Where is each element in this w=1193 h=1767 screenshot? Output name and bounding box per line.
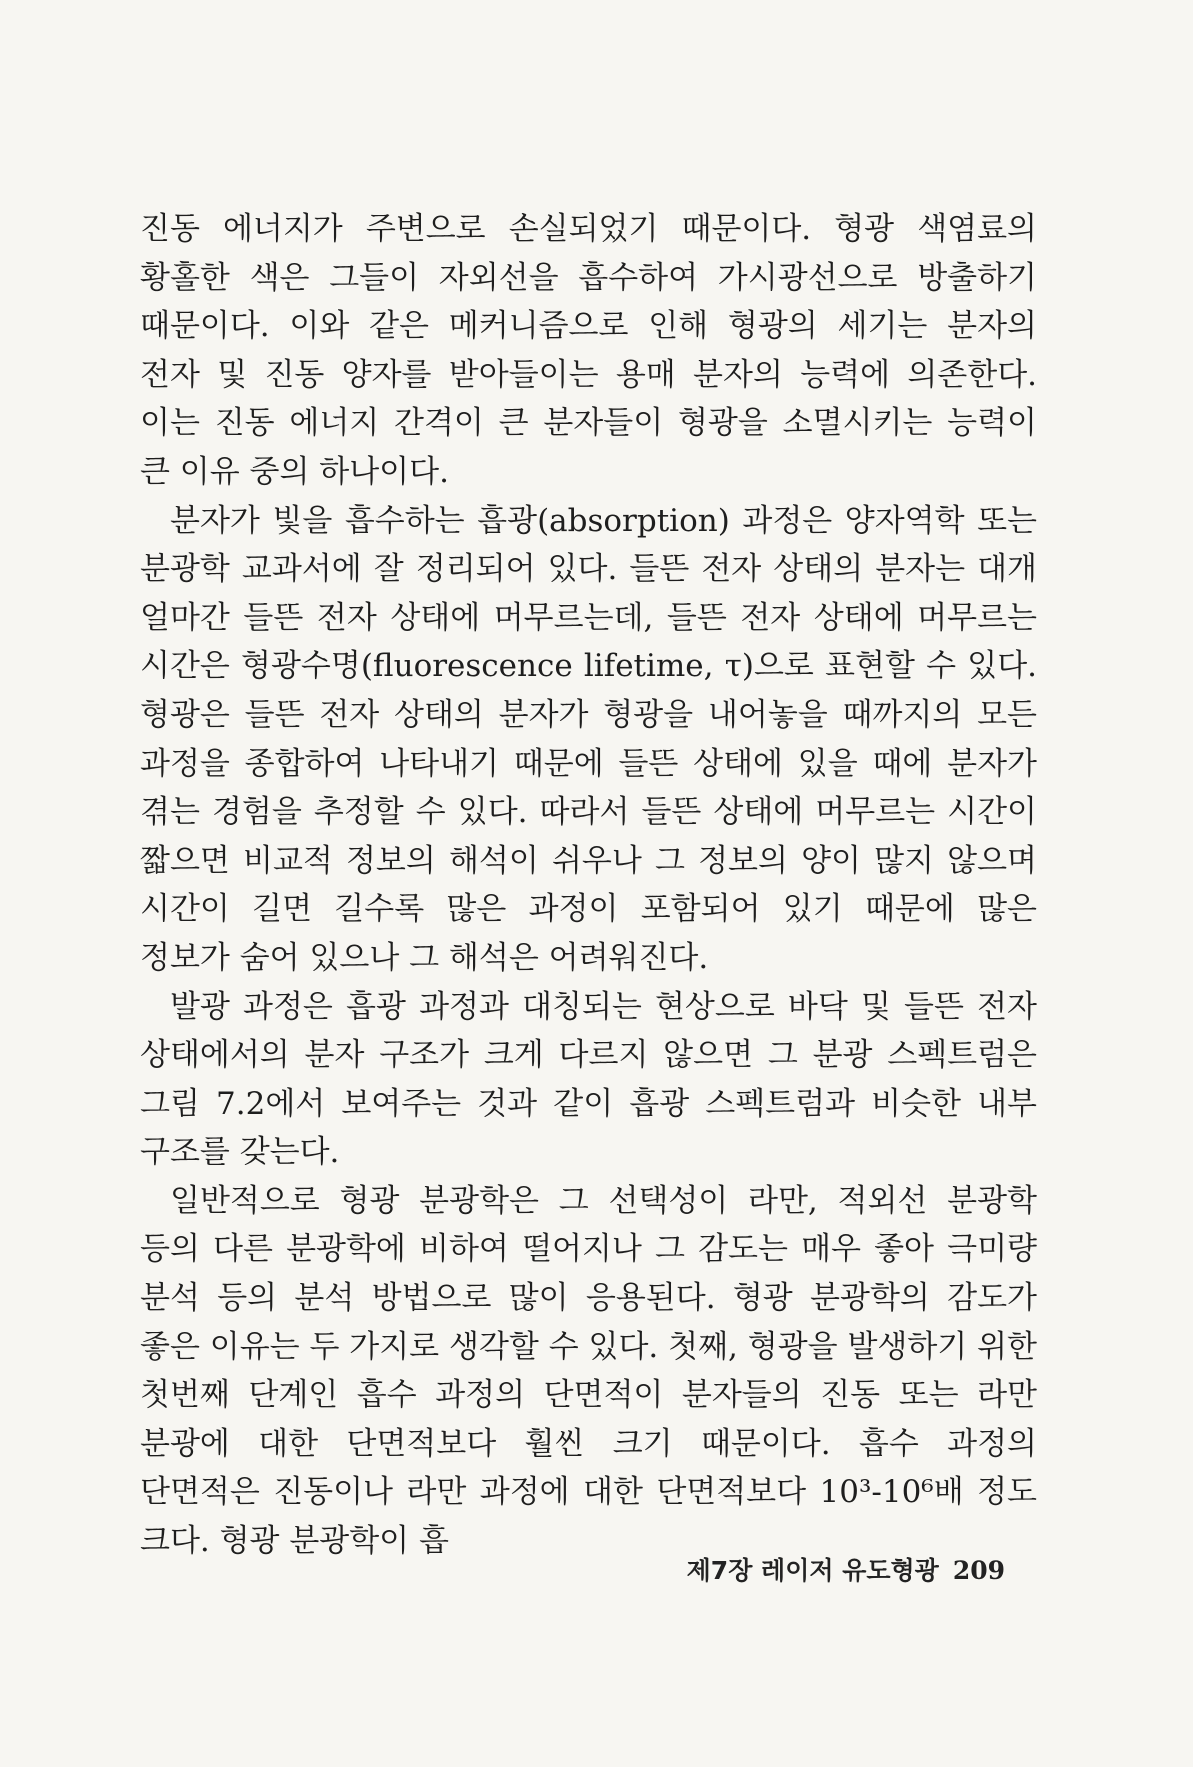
page-number: 209 [952, 1556, 1005, 1585]
page-footer [687, 1551, 1005, 1587]
body-text [140, 205, 1037, 1566]
paragraph-1: 진동 에너지가 주변으로 손실되었기 때문이다. 형광 색염료의 황홀한 색은 그들이 자외선을 흡수하여 가시광선으로 방출하기 때문이다. 이와 같은 메커니즘으로 인해 형광의 세기는 분자의 전자 및 진동 양자를 받아들이는 용매 분자의 능력에 의존한다. 이는 진동 에너지 간격이 큰 분자들이 형광을 소멸시키는 능력이 큰 이유 중의 하나이다. [140, 211, 1037, 490]
paragraph-3: 발광 과정은 흡광 과정과 대칭되는 현상으로 바닥 및 들뜬 전자 상태에서의 분자 구조가 크게 다르지 않으면 그 분광 스펙트럼은 그림 7.2에서 보여주는 것과 같이 흡광 스펙트럼과 비슷한 내부 구조를 갖는다. [140, 988, 1037, 1171]
paragraph-2: 분자가 빛을 흡수하는 흡광(absorption) 과정은 양자역학 또는 분광학 교과서에 잘 정리되어 있다. 들뜬 전자 상태의 분자는 대개 얼마간 들뜬 전자 상태에 머무르는데, 들뜬 전자 상태에 머무르는 시간은 형광수명(fluorescence lifetime, τ)으로 표현할 수 있다. 형광은 들뜬 전자 상태의 분자가 형광을 내어놓을 때까지의 모든 과정을 종합하여 나타내기 때문에 들뜬 상태에 있을 때에 분자가 겪는 경험을 추정할 수 있다. 따라서 들뜬 상태에 머무르는 시간이 짧으면 비교적 정보의 해석이 쉬우나 그 정보의 양이 많지 않으며 시간이 길면 길수록 많은 과정이 포함되어 있기 때문에 많은 정보가 숨어 있으나 그 해석은 어려워진다. [140, 502, 1037, 976]
chapter-title: 제7장 레이저 유도형광 [686, 1556, 939, 1585]
paragraph-4: 일반적으로 형광 분광학은 그 선택성이 라만, 적외선 분광학 등의 다른 분광학에 비하여 떨어지나 그 감도는 매우 좋아 극미량 분석 등의 분석 방법으로 많이 응용된다. 형광 분광학의 감도가 좋은 이유는 두 가지로 생각할 수 있다. 첫째, 형광을 발생하기 위한 첫번째 단계인 흡수 과정의 단면적이 분자들의 진동 또는 라만 분광에 대한 단면적보다 훨씬 크기 때문이다. 흡수 과정의 단면적은 진동이나 라만 과정에 대한 단면적보다 10³-10⁶배 정도 크다. 형광 분광학이 흡 [140, 1182, 1037, 1560]
